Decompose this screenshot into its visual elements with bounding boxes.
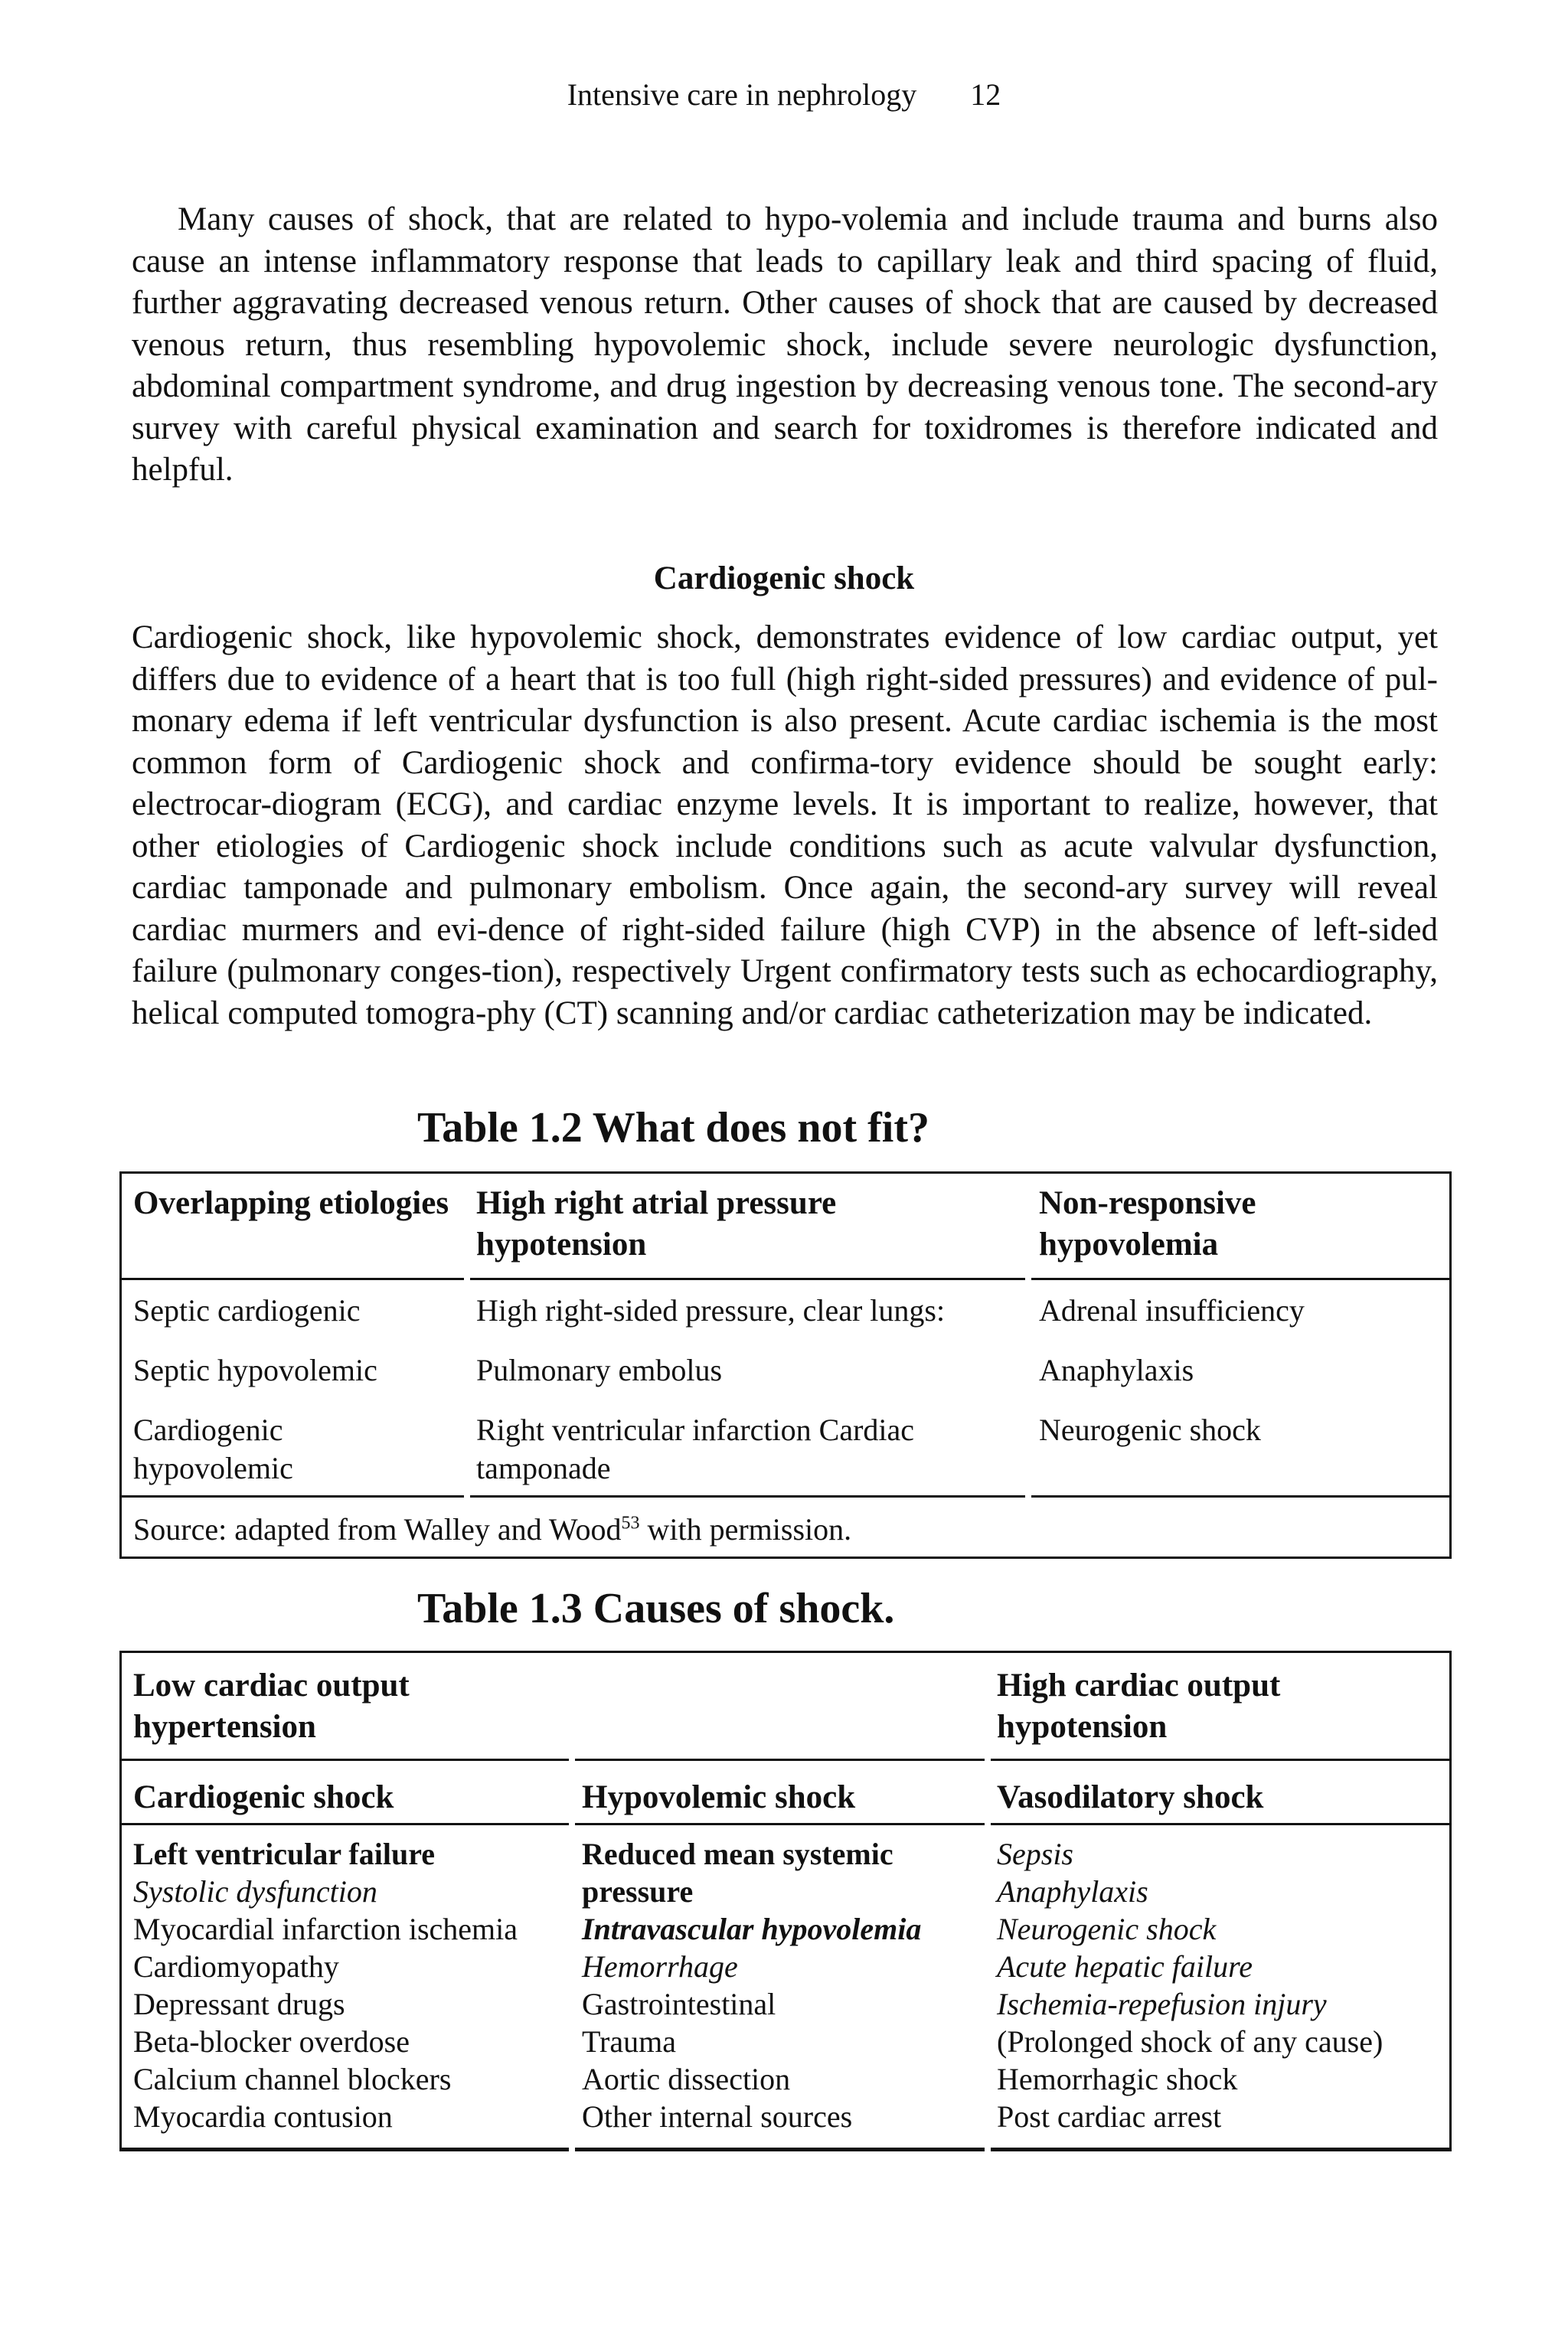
list-item: Hemorrhage (582, 1949, 738, 1984)
t13-col-vasodilatory (997, 1835, 1441, 2135)
running-title: Intensive care in nephrology (567, 77, 917, 112)
list-item: Myocardial infarction ischemia (133, 1912, 518, 1946)
list-item: Hemorrhagic shock (997, 2062, 1238, 2096)
t13-subheader-hypovolemic: Hypovolemic shock (582, 1779, 856, 1815)
t12-header-col3: Non-responsive hypovolemia (1039, 1185, 1256, 1263)
list-item: Reduced mean systemic pressure (582, 1837, 893, 1909)
list-item: Myocardia contusion (133, 2099, 393, 2134)
list-item: Calcium channel blockers (133, 2062, 452, 2096)
t12-r2-c2: Pulmonary embolus (476, 1353, 723, 1387)
t12-r3-c3: Neurogenic shock (1039, 1413, 1261, 1447)
page-number: 12 (970, 77, 1001, 112)
list-item: Aortic dissection (582, 2062, 791, 2096)
list-item: Cardiomyopathy (133, 1949, 339, 1984)
t12-r3-c1: Cardiogenic hypovolemic (133, 1413, 293, 1485)
list-item: (Prolonged shock of any cause) (997, 2024, 1383, 2059)
table-1-2-caption: Table 1.2 What does not fit? (417, 1104, 929, 1152)
list-item: Anaphylaxis (997, 1874, 1148, 1909)
t12-header-col2: High right atrial pressure hypotension (476, 1185, 837, 1263)
list-item: Ischemia-repefusion injury (997, 1987, 1327, 2021)
t13-col-hypovolemic (582, 1835, 980, 2135)
t12-r1-c3: Adrenal insufficiency (1039, 1293, 1305, 1328)
section-heading-cardiogenic-shock: Cardiogenic shock (653, 560, 915, 596)
t12-r3-c2: Right ventricular infarction Cardiac tamponade (476, 1413, 915, 1485)
t13-subheader-rule (122, 1823, 1449, 1825)
list-item: Post cardiac arrest (997, 2099, 1222, 2134)
t12-r2-c3: Anaphylaxis (1039, 1353, 1194, 1387)
t12-header-rule (122, 1278, 1449, 1280)
t12-r2-c1: Septic hypovolemic (133, 1353, 377, 1387)
table-1-3-caption: Table 1.3 Causes of shock. (417, 1585, 895, 1632)
list-item: Sepsis (997, 1837, 1073, 1871)
list-item: Intravascular hypovolemia (582, 1912, 922, 1946)
t12-r1-c1: Septic cardiogenic (133, 1293, 361, 1328)
table-1-2 (119, 1171, 1452, 1559)
t13-col-cardiogenic (133, 1835, 566, 2135)
t13-top-header-rule (122, 1759, 1449, 1761)
list-item: Depressant drugs (133, 1987, 345, 2021)
table-1-3 (119, 1651, 1452, 2151)
t12-source-note: Source: adapted from Walley and Wood$^{53}$ with permission. (133, 1512, 852, 1547)
list-item: Beta-blocker overdose (133, 2024, 410, 2059)
t12-r1-c2: High right-sided pressure, clear lungs: (476, 1293, 946, 1328)
t12-header-col1: Overlapping etiologies (133, 1185, 449, 1221)
t13-subheader-vasodilatory: Vasodilatory shock (997, 1779, 1264, 1815)
list-item: Trauma (582, 2024, 676, 2059)
list-item: Other internal sources (582, 2099, 853, 2134)
body-paragraph-1: Many causes of shock, that are related to hypo-volemia and include trauma and burns also cause an intense inflammatory response that leads to capillary leak and third spacing of fluid, further aggravating decreased venous return. Other causes of shock that are caused by decreased venous return, thus resembling hypovolemic shock, include severe neurologic dysfunction, abdominal compartment syndrome, and drug ingestion by decreasing venous tone. The second-ary survey with careful physical examination and search for toxidromes is therefore indicated and helpful. (132, 201, 1438, 488)
list-item: Left ventricular failure (133, 1837, 435, 1871)
list-item: Acute hepatic failure (997, 1949, 1253, 1984)
list-item: Systolic dysfunction (133, 1874, 377, 1909)
t12-body-rule (122, 1495, 1449, 1498)
list-item: Gastrointestinal (582, 1987, 776, 2021)
t12-source-reference: 53 (621, 1513, 640, 1534)
running-header (0, 74, 1568, 116)
t13-top-header-low-output: Low cardiac output hypertension (133, 1668, 410, 1745)
list-item: Neurogenic shock (997, 1912, 1217, 1946)
t13-subheader-cardiogenic: Cardiogenic shock (133, 1779, 394, 1815)
body-paragraph-2: Cardiogenic shock, like hypovolemic shock, demonstrates evidence of low cardiac output, yet differs due to evidence of a heart that is too full (high right-sided pressures) and evidence of pul-monary edema if left ventricular dysfunction is also present. Acute cardiac ischemia is the most common form of Cardiogenic shock and confirma-tory evidence should be sought early: electrocar-diogram (ECG), and cardiac enzyme levels. It is important to realize, however, that other etiologies of Cardiogenic shock include conditions such as acute valvular dysfunction, cardiac tamponade and pulmonary embolism. Once again, the second-ary survey will reveal cardiac murmers and evi-dence of right-sided failure (high CVP) in the absence of left-sided failure (pulmonary conges-tion), respectively Urgent confirmatory tests such as echocardiography, helical computed tomogra-phy (CT) scanning and/or cardiac catheterization may be indicated. (132, 619, 1438, 1031)
t13-top-header-high-output: High cardiac output hypotension (997, 1668, 1281, 1745)
